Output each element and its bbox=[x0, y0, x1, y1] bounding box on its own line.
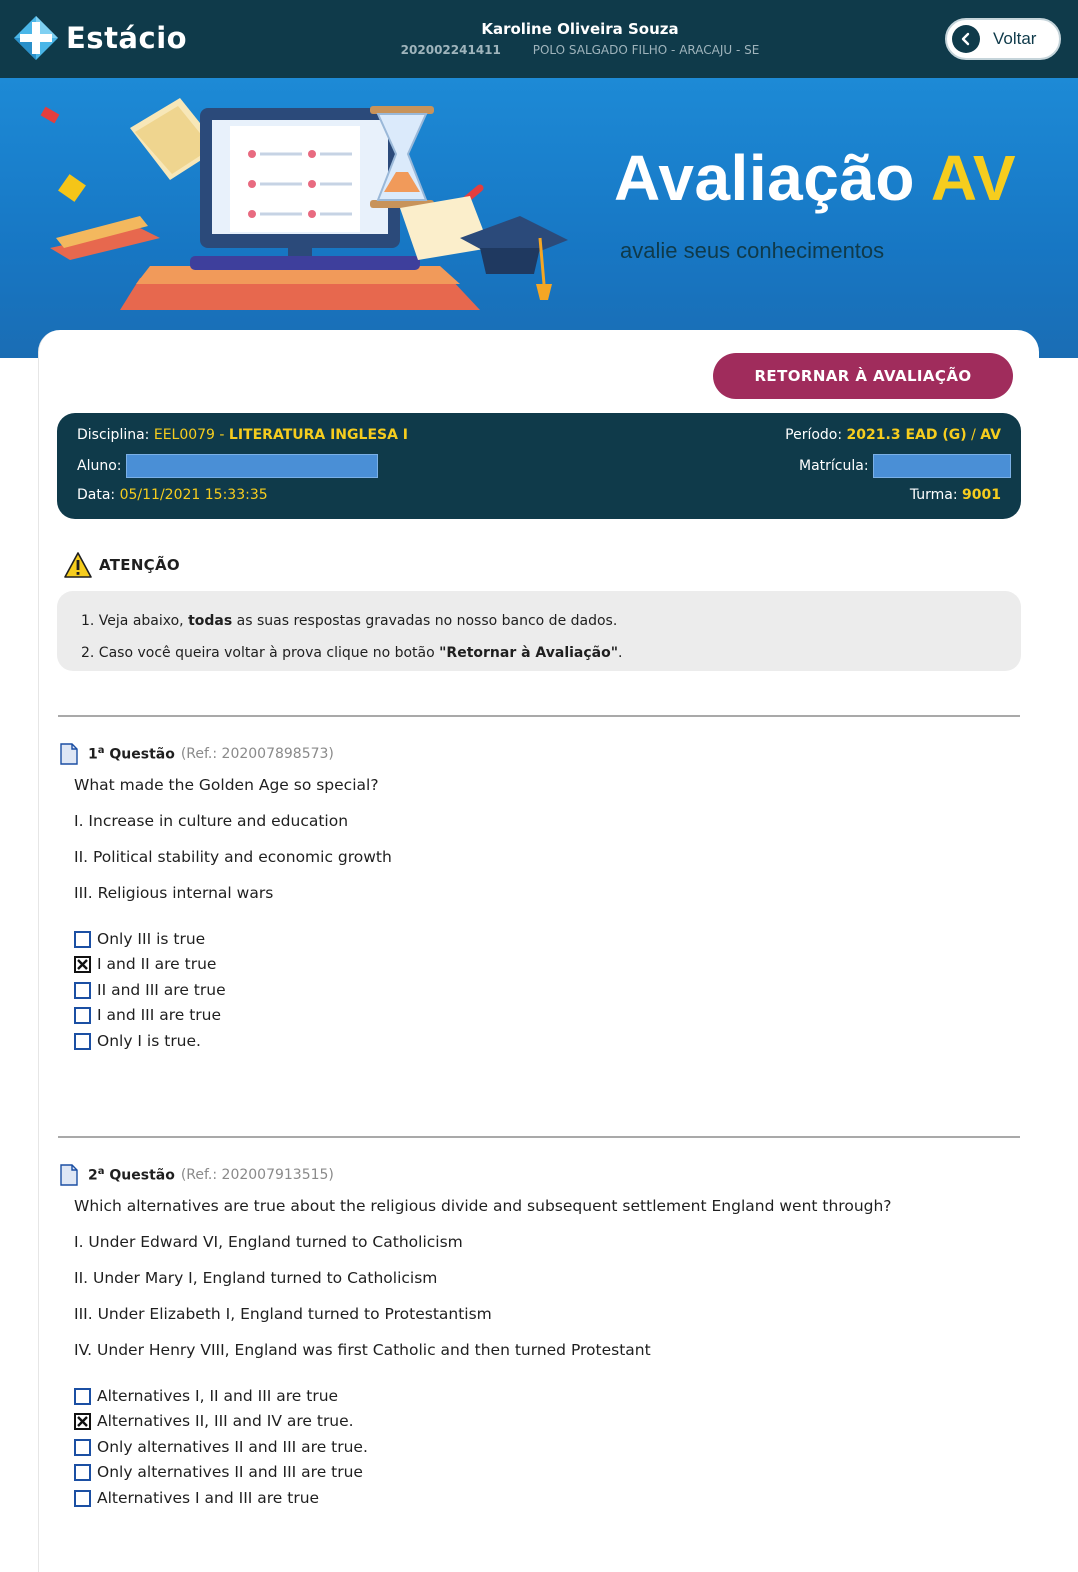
checkbox-checked[interactable] bbox=[74, 1413, 91, 1430]
checkbox[interactable] bbox=[74, 1490, 91, 1507]
question-2-line: II. Under Mary I, England turned to Catholicism bbox=[74, 1269, 438, 1287]
checkbox[interactable] bbox=[74, 1033, 91, 1050]
notice-1-post: as suas respostas gravadas no nosso banco de dados. bbox=[236, 613, 618, 629]
checkbox[interactable] bbox=[74, 1439, 91, 1456]
periodo-row bbox=[785, 427, 1001, 443]
disciplina-code: EEL0079 - bbox=[153, 427, 225, 443]
x-mark-icon bbox=[77, 1416, 88, 1427]
question-2-line: III. Under Elizabeth I, England turned to Protestantism bbox=[74, 1305, 492, 1323]
option-label: I and II are true bbox=[97, 955, 217, 973]
question-1-line: I. Increase in culture and education bbox=[74, 812, 349, 830]
question-2-num: 2 bbox=[88, 1167, 98, 1184]
return-to-exam-button[interactable]: RETORNAR À AVALIAÇÃO bbox=[713, 353, 1013, 399]
attention-header bbox=[63, 551, 180, 579]
estacio-logo-icon bbox=[12, 14, 60, 62]
question-1-option[interactable] bbox=[74, 1006, 221, 1024]
option-label: I and III are true bbox=[97, 1006, 222, 1024]
aluno-redacted bbox=[126, 454, 378, 478]
matricula-label: Matrícula: bbox=[798, 458, 869, 474]
user-name: Karoline Oliveira Souza bbox=[481, 20, 679, 38]
document-icon bbox=[60, 743, 78, 765]
user-info bbox=[380, 20, 780, 57]
matricula-row bbox=[799, 454, 1011, 478]
data-value: 05/11/2021 15:33:35 bbox=[119, 487, 268, 503]
question-1-number bbox=[88, 745, 175, 763]
periodo-value: 2021.3 EAD (G) bbox=[846, 427, 967, 443]
divider bbox=[58, 715, 1020, 717]
checkbox[interactable] bbox=[74, 931, 91, 948]
question-2-line: Which alternatives are true about the religious divide and subsequent settlement England went through? bbox=[74, 1197, 892, 1215]
question-1-line: What made the Golden Age so special? bbox=[74, 776, 379, 794]
question-2-header bbox=[60, 1164, 334, 1186]
document-icon bbox=[60, 1164, 78, 1186]
disciplina-label: Disciplina: bbox=[77, 427, 150, 443]
notice-2-pre: 2. Caso você queira voltar à prova clique no botão bbox=[81, 645, 435, 661]
back-button[interactable] bbox=[945, 18, 1061, 60]
banner-title-main: Avaliação bbox=[614, 142, 915, 214]
option-label: Only alternatives II and III are true. bbox=[97, 1438, 368, 1456]
question-1-ref: (Ref.: 202007898573) bbox=[180, 746, 334, 762]
checkbox[interactable] bbox=[74, 982, 91, 999]
option-label: II and III are true bbox=[97, 981, 226, 999]
notice-item-1 bbox=[81, 605, 1021, 637]
question-2-ref: (Ref.: 202007913515) bbox=[180, 1167, 334, 1183]
notice-1-bold: todas bbox=[188, 613, 233, 629]
user-id: 202002241411 bbox=[400, 43, 501, 57]
option-label: Alternatives II, III and IV are true. bbox=[97, 1412, 354, 1430]
notice-2-post: . bbox=[618, 645, 623, 661]
question-2-line: I. Under Edward VI, England turned to Catholicism bbox=[74, 1233, 463, 1251]
periodo-label: Período: bbox=[785, 427, 843, 443]
attention-notice bbox=[57, 591, 1021, 671]
checkbox[interactable] bbox=[74, 1464, 91, 1481]
campus: POLO SALGADO FILHO - ARACAJU - SE bbox=[532, 43, 760, 57]
option-label: Only III is true bbox=[97, 930, 206, 948]
question-2-option[interactable] bbox=[74, 1463, 363, 1481]
matricula-redacted bbox=[873, 454, 1011, 478]
question-2-number bbox=[88, 1166, 175, 1184]
divider bbox=[58, 1136, 1020, 1138]
hero-banner bbox=[0, 78, 1078, 358]
checkbox-checked[interactable] bbox=[74, 956, 91, 973]
attention-title: ATENÇÃO bbox=[99, 556, 180, 574]
question-2-option-selected[interactable] bbox=[74, 1412, 354, 1430]
data-label: Data: bbox=[77, 487, 116, 503]
question-1-num: 1 bbox=[88, 746, 98, 763]
warning-icon bbox=[63, 551, 93, 579]
question-1-sup: a bbox=[97, 745, 105, 757]
back-button-label: Voltar bbox=[993, 29, 1037, 48]
notice-1-pre: 1. Veja abaixo, bbox=[81, 613, 184, 629]
question-2-line: IV. Under Henry VIII, England was first Catholic and then turned Protestant bbox=[74, 1341, 651, 1359]
question-1-option[interactable] bbox=[74, 1032, 201, 1050]
question-2-option[interactable] bbox=[74, 1438, 368, 1456]
question-2-option[interactable] bbox=[74, 1489, 319, 1507]
chevron-left-icon bbox=[952, 25, 980, 53]
checkbox[interactable] bbox=[74, 1007, 91, 1024]
question-2-option[interactable] bbox=[74, 1387, 338, 1405]
turma-row bbox=[910, 487, 1001, 503]
option-label: Only I is true. bbox=[97, 1032, 201, 1050]
checkbox[interactable] bbox=[74, 1388, 91, 1405]
periodo-separator: / bbox=[971, 427, 976, 443]
disciplina-name: LITERATURA INGLESA I bbox=[228, 427, 409, 443]
disciplina-row bbox=[77, 427, 408, 443]
question-1-label: Questão bbox=[109, 746, 175, 763]
question-1-option[interactable] bbox=[74, 981, 226, 999]
banner-title bbox=[614, 141, 1016, 215]
question-1-option[interactable] bbox=[74, 930, 205, 948]
option-label: Only alternatives II and III are true bbox=[97, 1463, 363, 1481]
question-1-line: III. Religious internal wars bbox=[74, 884, 274, 902]
question-1-line: II. Political stability and economic growth bbox=[74, 848, 392, 866]
top-bar bbox=[0, 0, 1078, 78]
aluno-row bbox=[77, 454, 378, 478]
periodo-av: AV bbox=[980, 427, 1001, 443]
banner-subtitle: avalie seus conhecimentos bbox=[620, 238, 885, 263]
aluno-label: Aluno: bbox=[77, 458, 122, 474]
x-mark-icon bbox=[77, 959, 88, 970]
turma-value: 9001 bbox=[962, 487, 1001, 503]
question-2-sup: a bbox=[97, 1166, 105, 1178]
brand-name: Estácio bbox=[66, 21, 188, 55]
notice-2-bold: "Retornar à Avaliação" bbox=[439, 645, 619, 661]
data-row bbox=[77, 487, 268, 503]
notice-item-2 bbox=[81, 637, 1021, 669]
exam-info-panel bbox=[57, 413, 1021, 519]
question-1-option-selected[interactable] bbox=[74, 955, 216, 973]
turma-label: Turma: bbox=[909, 487, 958, 503]
question-2-label: Questão bbox=[109, 1167, 175, 1184]
banner-title-accent: AV bbox=[930, 142, 1017, 214]
estacio-logo[interactable] bbox=[12, 14, 187, 62]
option-label: Alternatives I, II and III are true bbox=[97, 1387, 339, 1405]
exam-illustration-icon bbox=[20, 88, 580, 318]
question-1-header bbox=[60, 743, 334, 765]
option-label: Alternatives I and III are true bbox=[97, 1489, 320, 1507]
